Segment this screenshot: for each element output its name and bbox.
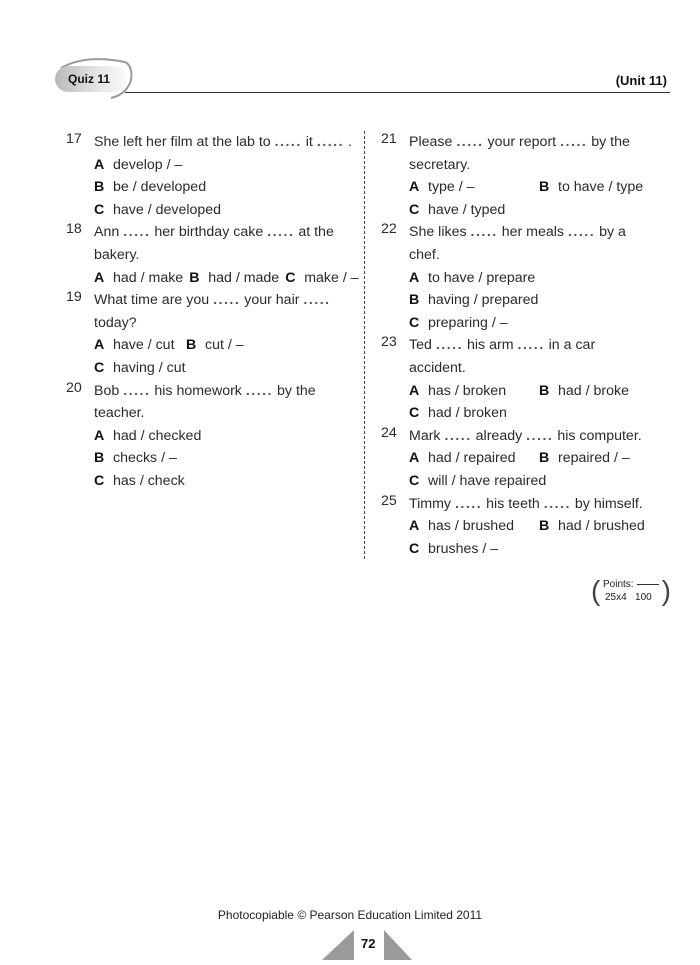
question-17: [66, 131, 356, 221]
blank-dots: .....: [123, 382, 151, 399]
question-stem-line: [409, 131, 671, 154]
option-letter: B: [186, 337, 197, 354]
stem-text: Please: [409, 134, 453, 150]
stem-text: Timmy: [409, 495, 452, 512]
option-c[interactable]: [409, 470, 546, 493]
option-letter: C: [94, 201, 105, 218]
blank-dots: .....: [316, 134, 345, 150]
stem-text: Ann: [94, 224, 120, 241]
stem-text: She likes: [409, 224, 467, 241]
option-text: cut / –: [205, 337, 244, 354]
stem-text: his arm: [467, 337, 514, 354]
question-20: [66, 380, 356, 493]
option-a[interactable]: [94, 154, 182, 177]
option-letter: B: [539, 518, 550, 535]
option-text: type / –: [428, 179, 475, 196]
stem-text: your hair: [244, 292, 300, 309]
question-22: [381, 221, 671, 334]
blank-dots: .....: [470, 224, 498, 241]
options-row: [409, 380, 671, 403]
option-b[interactable]: [94, 176, 206, 199]
option-text: having / cut: [113, 359, 186, 376]
option-text: to have / type: [558, 179, 644, 196]
points-score: 25x4: [605, 592, 627, 603]
blank-dots: .....: [444, 427, 472, 444]
options-row: [94, 470, 356, 493]
stem-text: Bob: [94, 382, 120, 399]
question-stem-line: [409, 244, 671, 267]
blank-dots: .....: [213, 292, 241, 309]
option-letter: C: [94, 472, 105, 489]
option-letter: C: [285, 269, 296, 286]
question-number: 21: [381, 131, 397, 147]
option-text: had / repaired: [428, 450, 516, 467]
stem-text: What time are you: [94, 292, 210, 309]
option-a[interactable]: [94, 267, 183, 290]
options-row: [409, 267, 671, 290]
option-c[interactable]: [409, 402, 507, 425]
question-stem-line: [409, 493, 671, 516]
option-letter: B: [189, 269, 200, 286]
option-c[interactable]: [94, 199, 221, 222]
blank-dots: .....: [435, 337, 464, 354]
stem-text: accident.: [409, 359, 466, 376]
option-a[interactable]: [409, 380, 539, 403]
quiz-badge: [55, 58, 135, 100]
copyright-footer: Photocopiable © Pearson Education Limited 2011: [217, 908, 483, 922]
question-24: [381, 425, 671, 493]
stem-text: secretary.: [409, 156, 471, 173]
option-text: repaired / –: [558, 450, 630, 467]
blank-dots: .....: [123, 224, 151, 241]
points-label: Points:: [603, 579, 634, 590]
options-row: [94, 334, 356, 357]
question-19: [66, 289, 356, 379]
option-a[interactable]: [409, 447, 539, 470]
blank-dots: .....: [560, 134, 588, 150]
option-letter: B: [539, 179, 550, 196]
question-stem-line: [94, 380, 356, 403]
stem-text: by the: [591, 134, 630, 150]
option-text: having / prepared: [428, 292, 539, 309]
option-text: checks / –: [113, 450, 177, 467]
option-b[interactable]: [539, 176, 643, 199]
option-text: has / broken: [428, 382, 507, 399]
stem-text: her birthday cake: [154, 224, 264, 241]
stem-text: already: [475, 427, 523, 444]
options-row: [409, 447, 671, 470]
option-letter: C: [94, 359, 105, 376]
option-b[interactable]: [94, 447, 177, 470]
quiz-label: Quiz 11: [68, 72, 111, 86]
option-text: had / broke: [558, 382, 629, 399]
option-b[interactable]: [539, 447, 630, 470]
blank-dots: .....: [303, 292, 331, 309]
options-row: [409, 289, 671, 312]
question-stem-line: [94, 289, 356, 312]
options-row: [94, 176, 356, 199]
question-number: 25: [381, 492, 397, 509]
blank-dots: .....: [274, 134, 302, 150]
option-text: had / make: [113, 269, 184, 286]
option-b[interactable]: [539, 380, 629, 403]
options-row: [409, 538, 671, 561]
question-25: [381, 493, 671, 561]
option-a[interactable]: [94, 425, 201, 448]
question-number: 19: [66, 289, 82, 306]
stem-text: his teeth: [486, 495, 540, 512]
question-stem-line: [94, 131, 356, 154]
question-number: 20: [66, 379, 82, 396]
stem-text: her meals: [501, 224, 564, 241]
option-text: will / have repaired: [428, 472, 547, 489]
option-letter: A: [409, 382, 420, 399]
stem-text: Ted: [409, 337, 432, 354]
options-row: [94, 357, 356, 380]
option-b[interactable]: [409, 289, 538, 312]
blank-dots: .....: [543, 495, 571, 512]
stem-text: today?: [94, 314, 137, 331]
option-letter: C: [409, 201, 420, 218]
stem-text: teacher.: [94, 405, 145, 422]
option-text: to have / prepare: [428, 269, 536, 286]
option-b[interactable]: [189, 267, 279, 290]
question-stem-line: [409, 357, 671, 380]
options-row: [94, 425, 356, 448]
option-c[interactable]: [285, 267, 358, 290]
option-letter: A: [409, 269, 420, 286]
option-letter: B: [94, 450, 105, 467]
stem-text: his homework: [154, 382, 242, 399]
stem-text: Mark: [409, 427, 441, 444]
stem-text: in a car: [548, 337, 596, 354]
question-number: 24: [381, 424, 397, 441]
stem-text: by a: [599, 224, 626, 241]
option-text: had / made: [208, 269, 280, 286]
options-row: [94, 154, 356, 177]
blank-dots: .....: [526, 427, 554, 444]
option-text: brushes / –: [428, 540, 499, 557]
stem-text: by himself.: [574, 495, 643, 512]
option-letter: A: [94, 269, 105, 286]
column-divider: [364, 131, 365, 559]
options-row: [409, 199, 671, 222]
option-a[interactable]: [94, 334, 186, 357]
points-box: [591, 577, 671, 605]
option-letter: B: [94, 179, 105, 196]
unit-label: (Unit 11): [615, 73, 667, 88]
options-row: [409, 402, 671, 425]
option-text: had / broken: [428, 405, 507, 422]
stem-text: She left her film at the lab to: [94, 134, 271, 150]
option-c[interactable]: [409, 538, 498, 561]
option-text: had / brushed: [558, 518, 645, 535]
option-c[interactable]: [409, 312, 508, 335]
option-text: be / developed: [113, 179, 207, 196]
option-text: develop / –: [113, 156, 183, 173]
question-stem-line: [94, 244, 356, 267]
question-stem-line: [94, 221, 356, 244]
question-number: 17: [66, 131, 82, 147]
option-c[interactable]: [94, 470, 185, 493]
option-a[interactable]: [409, 176, 539, 199]
blank-dots: .....: [454, 495, 483, 512]
options-row: [409, 470, 671, 493]
stem-text: it: [305, 134, 313, 150]
right-column: [381, 131, 671, 560]
blank-dots: .....: [456, 134, 484, 150]
paren-left-icon: (: [591, 575, 601, 606]
option-letter: A: [94, 156, 105, 173]
option-text: make / –: [304, 269, 359, 286]
stem-text: .: [348, 134, 352, 150]
option-c[interactable]: [409, 199, 505, 222]
option-a[interactable]: [409, 267, 535, 290]
stem-text: your report: [487, 134, 557, 150]
stem-text: his computer.: [557, 427, 642, 444]
option-letter: B: [539, 382, 550, 399]
question-stem-line: [409, 154, 671, 177]
option-letter: A: [409, 179, 420, 196]
option-letter: C: [409, 540, 420, 557]
question-stem-line: [409, 334, 671, 357]
options-row: [409, 515, 671, 538]
question-number: 22: [381, 221, 397, 238]
options-row: [409, 312, 671, 335]
question-21: [381, 131, 671, 221]
question-number: 23: [381, 334, 397, 351]
option-letter: A: [409, 518, 420, 535]
option-letter: A: [94, 427, 105, 444]
option-a[interactable]: [409, 515, 539, 538]
left-column: [66, 131, 359, 493]
paren-right-icon: ): [661, 575, 671, 606]
blank-dots: .....: [267, 224, 295, 241]
blank-dots: .....: [567, 224, 596, 241]
page-number: 72: [361, 936, 376, 951]
option-letter: B: [409, 292, 420, 309]
options-row: [409, 176, 671, 199]
question-stem-line: [94, 402, 356, 425]
option-text: have / cut: [113, 337, 175, 354]
stem-text: at the: [298, 224, 334, 241]
option-b[interactable]: [186, 334, 244, 357]
question-stem-line: [409, 221, 671, 244]
question-23: [381, 334, 671, 424]
option-letter: A: [409, 450, 420, 467]
option-c[interactable]: [94, 357, 186, 380]
blank-dots: .....: [517, 337, 545, 354]
option-letter: B: [539, 450, 550, 467]
question-18: [66, 221, 359, 289]
option-letter: C: [409, 405, 420, 422]
option-b[interactable]: [539, 515, 645, 538]
stem-text: chef.: [409, 246, 440, 263]
option-letter: C: [409, 472, 420, 489]
question-stem-line: [94, 312, 356, 335]
option-text: preparing / –: [428, 314, 508, 331]
options-row: [94, 199, 356, 222]
options-row: [94, 267, 359, 290]
blank-dots: .....: [245, 382, 274, 399]
points-total: 100: [635, 592, 652, 603]
page-number-tab: [322, 928, 412, 960]
stem-text: bakery.: [94, 246, 140, 263]
option-text: has / brushed: [428, 518, 514, 535]
question-number: 18: [66, 221, 82, 238]
options-row: [94, 447, 356, 470]
option-text: have / developed: [113, 201, 222, 218]
option-text: has / check: [113, 472, 185, 489]
header-rule: [125, 92, 670, 93]
question-stem-line: [409, 425, 671, 448]
stem-text: by the: [277, 382, 316, 399]
option-text: had / checked: [113, 427, 202, 444]
option-text: have / typed: [428, 201, 506, 218]
option-letter: A: [94, 337, 105, 354]
option-letter: C: [409, 314, 420, 331]
